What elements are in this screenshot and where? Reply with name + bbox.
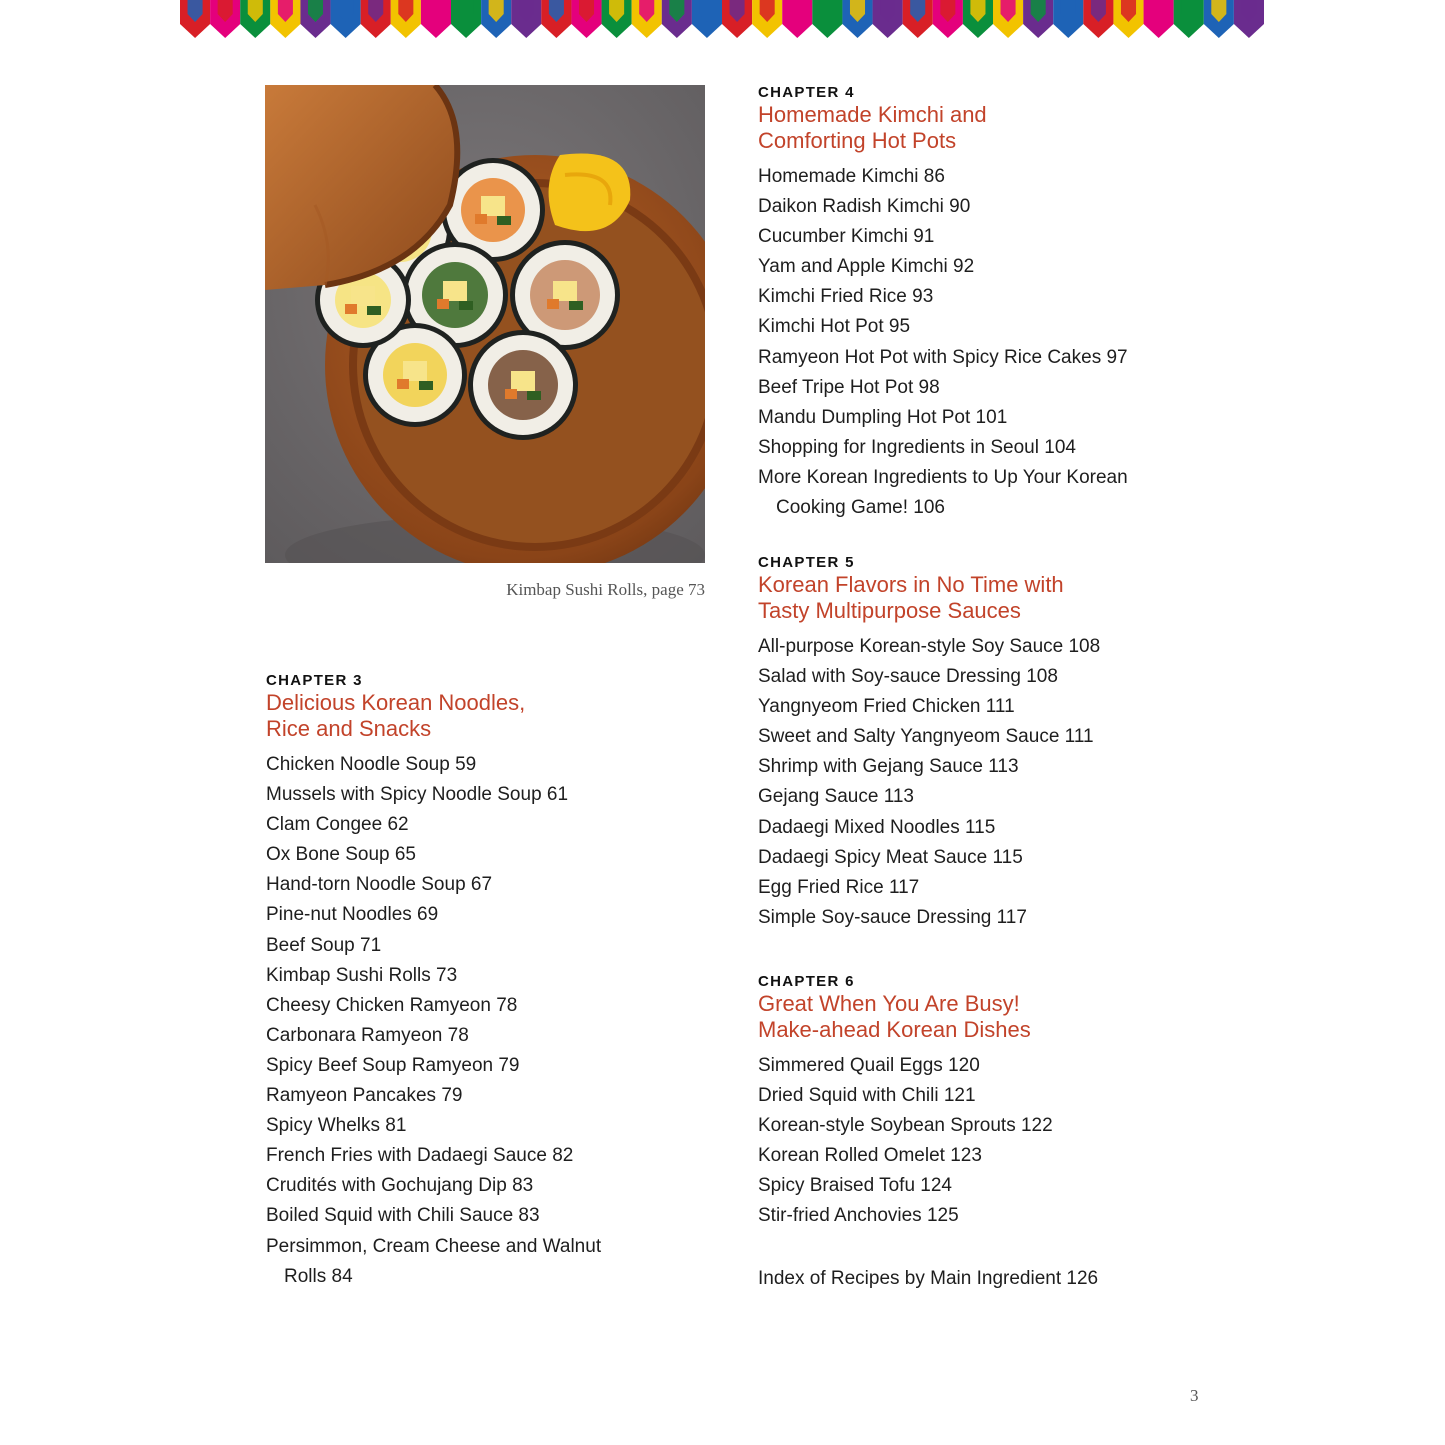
recipe-entry: Salad with Soy-sauce Dressing 108 (758, 666, 1058, 688)
recipe-entry: Kimchi Fried Rice 93 (758, 286, 934, 308)
recipe-entry: Spicy Braised Tofu 124 (758, 1175, 952, 1197)
recipe-entry: Boiled Squid with Chili Sauce 83 (266, 1205, 540, 1227)
recipe-entry: Shopping for Ingredients in Seoul 104 (758, 436, 1076, 458)
recipe-entry: Gejang Sauce 113 (758, 786, 914, 808)
recipe-list (758, 632, 1198, 933)
recipe-entry: Carbonara Ramyeon 78 (266, 1024, 469, 1046)
kimbap-carrot (475, 214, 487, 224)
recipe-entry: Pine-nut Noodles 69 (266, 904, 439, 926)
recipe-entry: Dadaegi Mixed Noodles 115 (758, 816, 996, 838)
recipe-entry: Mussels with Spicy Noodle Soup 61 (266, 784, 569, 806)
chapter-title: Great When You Are Busy! Make-ahead Korean Dishes (758, 991, 1031, 1042)
recipe-entry: Dried Squid with Chili 121 (758, 1085, 976, 1107)
recipe-entry: Cucumber Kimchi 91 (758, 226, 935, 248)
recipe-entry: Beef Tripe Hot Pot 98 (758, 376, 940, 398)
kimbap-spinach (367, 306, 381, 315)
chapter-title: Delicious Korean Noodles, Rice and Snacks (266, 690, 526, 741)
kimbap-egg (481, 196, 505, 216)
recipe-entry: Simmered Quail Eggs 120 (758, 1055, 980, 1076)
photo-caption: Kimbap Sushi Rolls, page 73 (506, 580, 705, 599)
kimbap-spinach (527, 391, 541, 400)
chapter-title: Homemade Kimchi and Comforting Hot Pots (758, 102, 987, 153)
kimbap-egg (403, 361, 427, 381)
recipe-entry: Cheesy Chicken Ramyeon 78 (266, 994, 518, 1016)
recipe-entry: Clam Congee 62 (266, 814, 409, 836)
recipe-entry: All-purpose Korean-style Soy Sauce 108 (758, 636, 1101, 657)
decorative-banner (180, 0, 1264, 40)
kimbap-carrot (547, 299, 559, 309)
recipe-list (758, 1051, 1198, 1232)
recipe-entry: Hand-torn Noodle Soup 67 (266, 874, 493, 896)
recipe-entry: Mandu Dumpling Hot Pot 101 (758, 406, 1008, 428)
recipe-entry: Stir-fried Anchovies 125 (758, 1205, 959, 1227)
recipe-entry: Egg Fried Rice 117 (758, 876, 920, 898)
kimbap-spinach (569, 301, 583, 310)
recipe-list (758, 162, 1198, 523)
recipe-entry: Ramyeon Hot Pot with Spicy Rice Cakes 97 (758, 346, 1128, 368)
kimbap-carrot (345, 304, 357, 314)
recipe-entry: Korean Rolled Omelet 123 (758, 1145, 982, 1167)
recipe-entry: Dadaegi Spicy Meat Sauce 115 (758, 846, 1023, 868)
recipe-entry: Ramyeon Pancakes 79 (266, 1085, 463, 1107)
recipe-entry: French Fries with Dadaegi Sauce 82 (266, 1145, 574, 1167)
recipe-list (266, 750, 706, 1292)
chapter-6-section (758, 973, 1198, 1232)
kimbap-spinach (419, 381, 433, 390)
chapter-5-section (758, 554, 1198, 933)
kimbap-carrot (505, 389, 517, 399)
recipe-entry: Yangnyeom Fried Chicken 111 (758, 696, 1015, 718)
page-number: 3 (1190, 1386, 1199, 1405)
recipe-entry: Kimchi Hot Pot 95 (758, 316, 911, 338)
recipe-entry: Simple Soy-sauce Dressing 117 (758, 906, 1027, 928)
kimbap-spinach (459, 301, 473, 310)
kimbap-egg (351, 286, 375, 306)
recipe-entry: Ox Bone Soup 65 (266, 844, 416, 866)
recipe-entry: Beef Soup 71 (266, 934, 382, 956)
recipe-entry: Chicken Noodle Soup 59 (266, 754, 477, 775)
recipe-entry: Spicy Whelks 81 (266, 1115, 407, 1137)
chapter-label: CHAPTER 3 (266, 672, 363, 689)
recipe-entry: Persimmon, Cream Cheese and Walnut Rolls 84 (266, 1235, 602, 1287)
recipe-entry: Kimbap Sushi Rolls 73 (266, 964, 458, 986)
kimbap-egg (443, 281, 467, 301)
chapter-4-section (758, 84, 1198, 523)
chapter-3-section (266, 672, 706, 1292)
recipe-entry: Homemade Kimchi 86 (758, 166, 945, 187)
kimbap-carrot (397, 379, 409, 389)
kimbap-egg (553, 281, 577, 301)
index-entry: Index of Recipes by Main Ingredient 126 (758, 1268, 1099, 1289)
recipe-entry: Crudités with Gochujang Dip 83 (266, 1175, 534, 1197)
recipe-entry: Spicy Beef Soup Ramyeon 79 (266, 1054, 520, 1076)
recipe-entry: Shrimp with Gejang Sauce 113 (758, 756, 1019, 778)
kimbap-carrot (437, 299, 449, 309)
recipe-entry: Daikon Radish Kimchi 90 (758, 196, 971, 218)
chapter-label: CHAPTER 4 (758, 84, 855, 101)
kimbap-egg (511, 371, 535, 391)
kimbap-spinach (497, 216, 511, 225)
recipe-entry: Yam and Apple Kimchi 92 (758, 256, 975, 278)
recipe-entry: Sweet and Salty Yangnyeom Sauce 111 (758, 726, 1094, 748)
kimbap-photo (265, 85, 705, 563)
chapter-label: CHAPTER 6 (758, 973, 855, 990)
chapter-title: Korean Flavors in No Time with Tasty Multipurpose Sauces (758, 572, 1064, 623)
chapter-label: CHAPTER 5 (758, 554, 855, 571)
recipe-entry: Korean-style Soybean Sprouts 122 (758, 1115, 1053, 1137)
recipe-entry: More Korean Ingredients to Up Your Korean Cooking Game! 106 (758, 466, 1128, 519)
